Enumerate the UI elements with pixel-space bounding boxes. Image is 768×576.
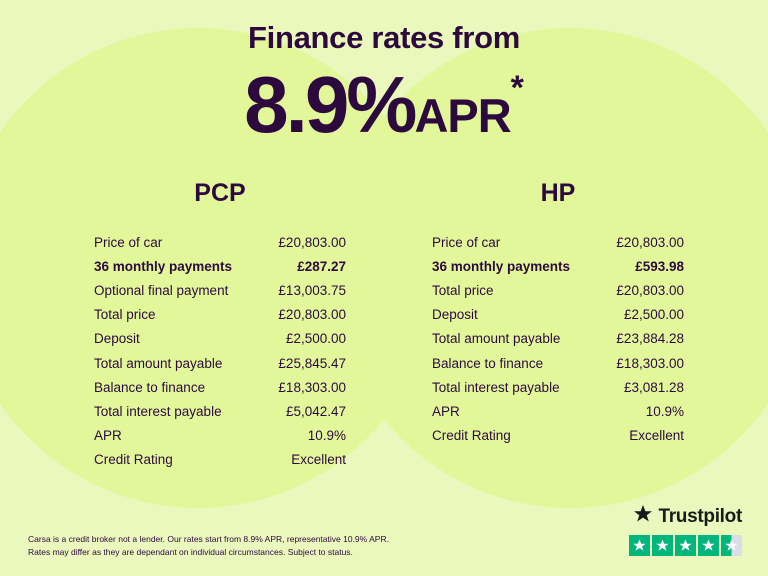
rating-star-2 [652,535,673,556]
rate-display [0,60,768,149]
row-label: Price of car [432,234,501,250]
row-value: £2,500.00 [623,307,684,323]
row-value: £3,081.28 [623,379,684,395]
table-row [432,254,684,278]
row-value: £593.98 [635,258,684,274]
column-title-hp: HP [540,179,576,207]
disclaimer [28,533,389,558]
table-row [94,303,346,327]
row-label: Deposit [94,331,140,347]
row-label: Deposit [432,307,478,323]
trustpilot-badge [629,504,742,556]
row-value: £20,803.00 [278,234,346,250]
row-value: Excellent [629,428,684,444]
finance-columns [0,179,768,472]
row-label: APR [432,403,460,419]
table-row [94,254,346,278]
row-value: £25,845.47 [278,355,346,371]
rating-star-5-half [721,535,742,556]
row-value: £20,803.00 [278,307,346,323]
row-value: £5,042.47 [285,403,346,419]
row-label: Credit Rating [94,452,173,468]
rating-star-3 [675,535,696,556]
row-label: Balance to finance [94,379,206,395]
finance-column-hp [384,179,740,472]
trustpilot-name: Trustpilot [658,506,742,527]
table-row [94,327,346,351]
rating-star-4 [698,535,719,556]
row-value: £287.27 [297,258,346,274]
table-row [94,278,346,302]
row-label: APR [94,428,122,444]
column-title-pcp: PCP [194,179,246,207]
table-row [432,351,684,375]
row-value: 10.9% [645,403,684,419]
table-row [94,399,346,423]
row-label: 36 monthly payments [94,258,233,274]
table-row [432,399,684,423]
disclaimer-line-2: Rates may differ as they are dependant on individual circumstances. Subject to status. [28,546,353,557]
row-value: £2,500.00 [285,331,346,347]
table-row [94,375,346,399]
row-label: Price of car [94,234,163,250]
row-label: Total interest payable [94,403,222,419]
page-title: Finance rates from [248,20,520,55]
trustpilot-rating [629,535,742,556]
rate-unit: APR [414,89,511,142]
table-row [432,424,684,448]
row-label: Total amount payable [94,355,223,371]
table-row [94,351,346,375]
row-label: 36 monthly payments [432,258,571,274]
row-value: £20,803.00 [616,234,684,250]
table-row [94,424,346,448]
table-row [94,448,346,472]
row-label: Total price [432,282,494,298]
row-value: £18,303.00 [616,355,684,371]
row-value: £23,884.28 [616,331,684,347]
disclaimer-line-1: Carsa is a credit broker not a lender. Our rates start from 8.9% APR, representative 10.9% APR. [28,534,389,545]
table-row [432,303,684,327]
row-label: Credit Rating [432,428,511,444]
trustpilot-wordmark [629,504,742,530]
finance-column-pcp [28,179,384,472]
row-label: Optional final payment [94,282,229,298]
table-row [432,230,684,254]
row-label: Total interest payable [432,379,560,395]
table-row [432,278,684,302]
table-row [94,230,346,254]
row-label: Total price [94,307,156,323]
row-value: £13,003.75 [278,282,346,298]
rate-asterisk: * [510,69,524,107]
row-value: Excellent [291,452,346,468]
rate-value: 8.9% [244,60,415,149]
trustpilot-star-icon [633,504,653,530]
row-label: Balance to finance [432,355,544,371]
row-value: 10.9% [307,428,346,444]
row-label: Total amount payable [432,331,561,347]
table-row [432,375,684,399]
rating-star-1 [629,535,650,556]
row-value: £20,803.00 [616,282,684,298]
row-value: £18,303.00 [278,379,346,395]
table-row [432,327,684,351]
